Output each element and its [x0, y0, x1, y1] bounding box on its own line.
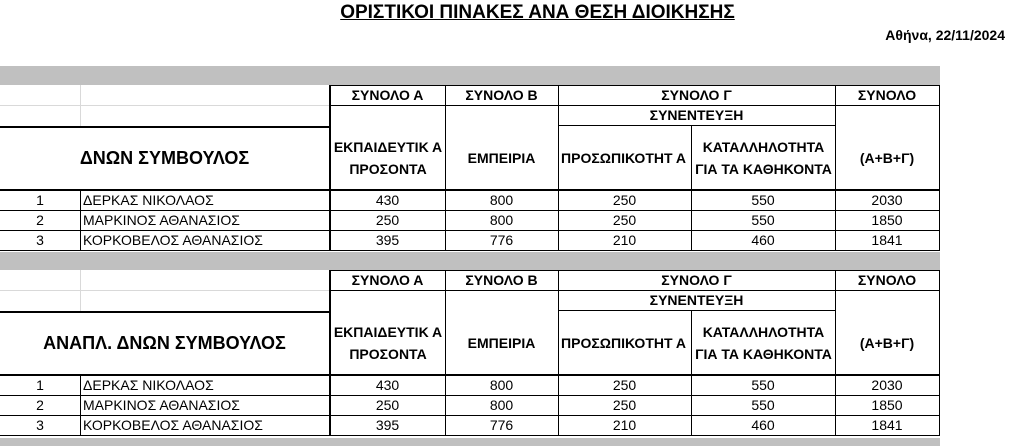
row-g1-value: 250	[612, 377, 637, 393]
table-section-1	[0, 85, 1011, 252]
row-rank: 3	[36, 232, 44, 248]
row-name: ΜΑΡΚΙΝΟΣ ΑΘΑΝΑΣΙΟΣ	[83, 212, 240, 228]
row-rank: 1	[36, 192, 44, 208]
row-g2-value: 460	[751, 232, 775, 248]
row-total-value: 1841	[871, 232, 903, 248]
row-name: ΔΕΡΚΑΣ ΝΙΚΟΛΑΟΣ	[83, 377, 214, 393]
header-katallilotita: ΚΑΤΑΛΛΗΛΟΤΗΤΑ ΓΙΑ ΤΑ ΚΑΘΗΚΟΝΤΑ	[695, 139, 832, 177]
row-total-value: 1850	[871, 212, 903, 228]
header-synolo-a: ΣΥΝΟΛΟ Α	[351, 87, 424, 103]
section-separator-top	[0, 66, 940, 85]
row-border	[0, 435, 940, 436]
row-g1-value: 210	[612, 232, 637, 248]
row-total-value: 1850	[871, 397, 903, 413]
row-g1-value: 210	[612, 417, 637, 433]
position-title: ΑΝΑΠΛ. ΔΝΩΝ ΣΥΜΒΟΥΛΟΣ	[43, 333, 286, 353]
gridline	[0, 290, 330, 291]
header-ekpaideutika: ΕΚΠΑΙΔΕΥΤΙΚ Α ΠΡΟΣΟΝΤΑ	[333, 324, 443, 362]
row-a-value: 430	[375, 192, 400, 208]
header-synolo-b: ΣΥΝΟΛΟ Β	[465, 87, 538, 103]
row-a-value: 250	[375, 397, 400, 413]
row-b-value: 800	[489, 212, 514, 228]
header-katallilotita: ΚΑΤΑΛΛΗΛΟΤΗΤΑ ΓΙΑ ΤΑ ΚΑΘΗΚΟΝΤΑ	[695, 324, 832, 362]
row-g2-value: 460	[751, 417, 775, 433]
table-section-2	[0, 270, 1011, 438]
row-name: ΜΑΡΚΙΝΟΣ ΑΘΑΝΑΣΙΟΣ	[83, 397, 240, 413]
row-total-value: 2030	[871, 377, 903, 393]
header-synolo-g: ΣΥΝΟΛΟ Γ	[661, 272, 732, 288]
row-b-value: 800	[489, 377, 514, 393]
row-a-value: 250	[375, 212, 400, 228]
row-border	[0, 250, 940, 251]
section-separator-bottom	[0, 438, 940, 446]
page-title: ΟΡΙΣΤΙΚΟΙ ΠΙΝΑΚΕΣ ΑΝΑ ΘΕΣΗ ΔΙΟΙΚΗΣΗΣ	[340, 2, 735, 23]
header-synenteuxi: ΣΥΝΕΝΤΕΥΞΗ	[649, 107, 744, 123]
row-rank: 2	[36, 397, 44, 413]
row-a-value: 430	[375, 377, 400, 393]
row-b-value: 776	[489, 232, 514, 248]
header-synenteuxi: ΣΥΝΕΝΤΕΥΞΗ	[649, 292, 744, 308]
row-total-value: 1841	[871, 417, 903, 433]
header-synolo-g: ΣΥΝΟΛΟ Γ	[661, 87, 732, 103]
position-title: ΔΝΩΝ ΣΥΜΒΟΥΛΟΣ	[79, 148, 250, 168]
row-name: ΔΕΡΚΑΣ ΝΙΚΟΛΑΟΣ	[83, 192, 214, 208]
border	[939, 270, 940, 436]
header-empeiria: ΕΜΠΕΙΡΙΑ	[467, 150, 536, 166]
gridline	[80, 85, 81, 127]
row-g1-value: 250	[612, 212, 637, 228]
section-separator-middle	[0, 252, 940, 270]
header-synolo: ΣΥΝΟΛΟ	[857, 87, 917, 103]
header-synolo: ΣΥΝΟΛΟ	[857, 272, 917, 288]
row-g2-value: 550	[751, 212, 775, 228]
row-rank: 3	[36, 417, 44, 433]
header-ekpaideutika: ΕΚΠΑΙΔΕΥΤΙΚ Α ΠΡΟΣΟΝΤΑ	[333, 139, 443, 177]
row-g2-value: 550	[751, 397, 775, 413]
row-b-value: 800	[489, 192, 514, 208]
header-prosopikotita: ΠΡΟΣΩΠΙΚΟΤΗΤ Α	[561, 150, 687, 166]
row-rank: 1	[36, 377, 44, 393]
row-a-value: 395	[375, 232, 400, 248]
header-total-formula: (Α+Β+Γ)	[859, 150, 915, 166]
border	[939, 85, 940, 251]
gridline	[0, 105, 330, 106]
row-total-value: 2030	[871, 192, 903, 208]
row-name: ΚΟΡΚΟΒΕΛΟΣ ΑΘΑΝΑΣΙΟΣ	[83, 232, 263, 248]
header-empeiria: ΕΜΠΕΙΡΙΑ	[467, 335, 536, 351]
header-synolo-b: ΣΥΝΟΛΟ Β	[465, 272, 538, 288]
header-synolo-a: ΣΥΝΟΛΟ Α	[351, 272, 424, 288]
gridline	[80, 270, 81, 312]
document-date: Αθήνα, 22/11/2024	[885, 27, 1005, 43]
row-b-value: 776	[489, 417, 514, 433]
header-total-formula: (Α+Β+Γ)	[859, 335, 915, 351]
row-g1-value: 250	[612, 192, 637, 208]
row-name: ΚΟΡΚΟΒΕΛΟΣ ΑΘΑΝΑΣΙΟΣ	[83, 417, 263, 433]
header-prosopikotita: ΠΡΟΣΩΠΙΚΟΤΗΤ Α	[561, 335, 687, 351]
row-g1-value: 250	[612, 397, 637, 413]
row-g2-value: 550	[751, 377, 775, 393]
row-rank: 2	[36, 212, 44, 228]
row-b-value: 800	[489, 397, 514, 413]
row-a-value: 395	[375, 417, 400, 433]
row-g2-value: 550	[751, 192, 775, 208]
